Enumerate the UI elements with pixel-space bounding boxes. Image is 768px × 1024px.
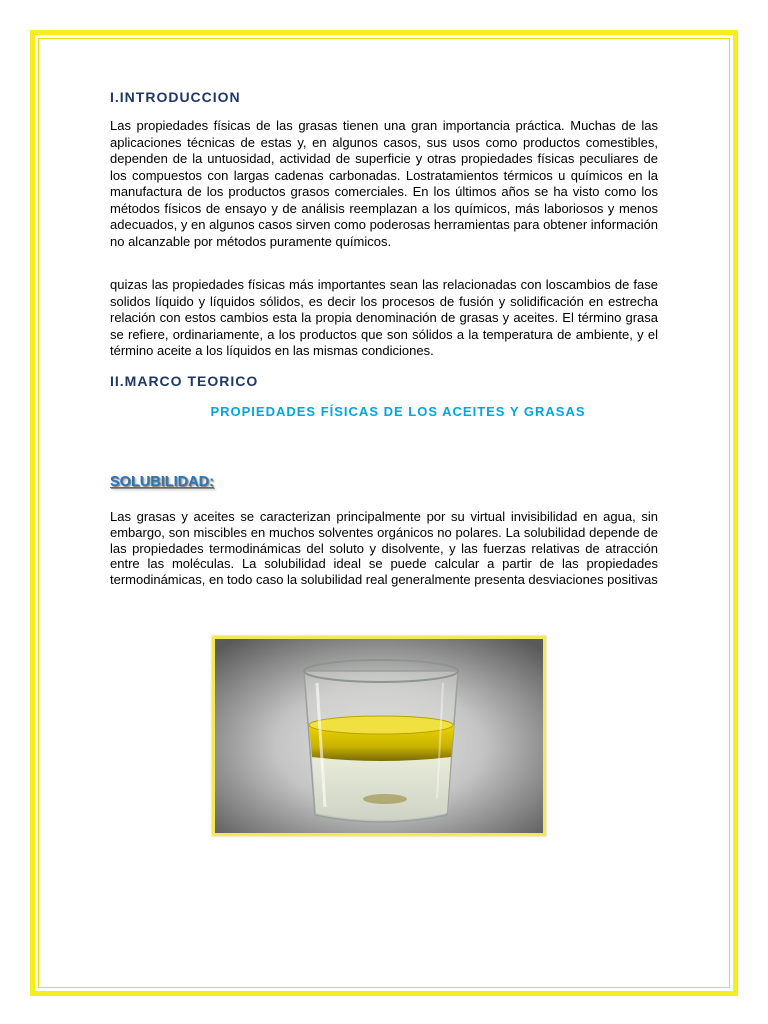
marco-teorico-heading: II.MARCO TEORICO xyxy=(110,373,259,389)
section-subtitle: PROPIEDADES FÍSICAS DE LOS ACEITES Y GRASAS xyxy=(210,404,586,419)
glass-illustration xyxy=(215,639,543,833)
oil-water-glass-photo xyxy=(212,636,546,836)
solubilidad-heading: SOLUBILIDAD: xyxy=(110,474,214,490)
intro-paragraph-1: Las propiedades físicas de las grasas tienen una gran importancia práctica. Muchas de las aplicaciones técnicas de estas y, en algunos casos, sus usos como productos comestibles, dependen de la untuosidad, actividad de superficie y otras propiedades físicas peculiares de los compuestos con largas cadenas carbonadas. Lostratamientos térmicos u químicos en la manufactura de los productos grasos comerciales. En los últimos años se ha visto como los métodos físicos de ensayo y de análisis reemplazan a los químicos, más laboriosos y menos adecuados, y en algunos casos sirven como poderosas herramientas para obtener información no alcanzable por métodos puramente químicos. xyxy=(110,118,658,249)
intro-paragraph-2: quizas las propiedades físicas más importantes sean las relacionadas con loscambios de fase solidos líquido y líquidos sólidos, es decir los procesos de fusión y solidificación en estrecha relación con estos cambios esta la propia denominación de grasas y aceites. El término grasa se refiere, ordinariamente, a los productos que son sólidos a la temperatura de ambiente, y el término aceite a los líquidos en las mismas condiciones. xyxy=(110,277,658,358)
solubilidad-paragraph: Las grasas y aceites se caracterizan principalmente por su virtual invisibilidad en agua, sin embargo, son miscibles en muchos solventes orgánicos no polares. La solubilidad depende de las propiedades termodinámicas del soluto y disolvente, y las fuerzas relativas de atracción entre las moléculas. La solubilidad ideal se puede calcular a partir de las propiedades termodinámicas, en todo caso la solubilidad real generalmente presenta desviaciones positivas xyxy=(110,509,658,588)
intro-heading: I.INTRODUCCION xyxy=(110,89,241,105)
